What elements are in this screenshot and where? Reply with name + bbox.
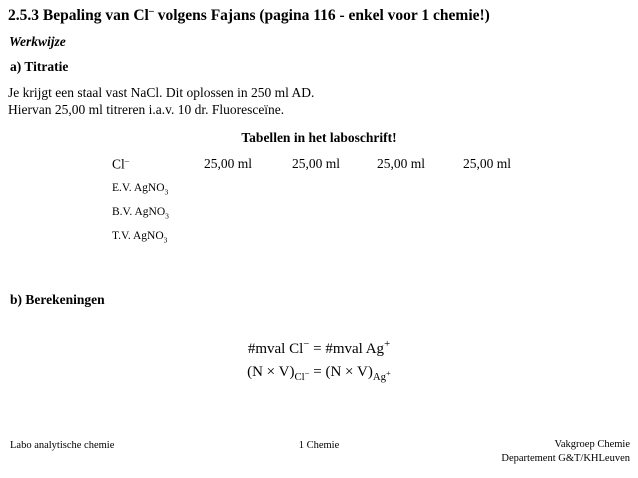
formula-nv-left-subscript-text: Cl [294, 371, 305, 383]
formula-nv-equals: = [309, 364, 326, 380]
werkwijze-heading: Werkwijze [9, 34, 66, 49]
table-row-bv [112, 206, 169, 220]
formula-nv-left-subscript [294, 368, 310, 383]
table-row-ev-subscript: 3 [164, 187, 169, 197]
page-title [8, 6, 490, 25]
formula-nv-right-subscript-text: Ag [372, 371, 387, 383]
formula-mval-left: #mval Cl [247, 341, 304, 357]
footer-right [501, 438, 630, 466]
volume-cell-3: 25,00 ml [377, 156, 426, 171]
formula-nv-right-subscript [372, 368, 391, 383]
table-row-bv-subscript: 3 [165, 211, 169, 221]
table-row-ev-label: E.V. AgNO [112, 182, 165, 194]
section-a-heading: a) Titratie [10, 59, 69, 74]
table-header-label-text: Cl [112, 156, 125, 172]
page-title-main: 2.5.3 Bepaling van Cl [8, 7, 149, 25]
footer-right-line-2: Departement G&T/KHLeuven [501, 453, 630, 464]
table-note: Tabellen in het laboschrift! [241, 130, 397, 145]
formula-mval-right: #mval Ag [325, 341, 385, 357]
formula-nv [0, 364, 638, 383]
formula-mval-right-superscript: + [384, 338, 391, 350]
table-row-ev [112, 182, 168, 196]
footer-right-line-1: Vakgroep Chemie [554, 439, 630, 450]
formula-nv-right-subscript-charge: + [386, 368, 391, 378]
intro-line-1: Je krijgt een staal vast NaCl. Dit oplossen in 250 ml AD. [8, 85, 315, 100]
footer-center: 1 Chemie [298, 440, 340, 451]
table-row-tv-subscript: 3 [163, 235, 168, 245]
footer-left: Labo analytische chemie [10, 440, 115, 451]
intro-line-2: Hiervan 25,00 ml titreren i.a.v. 10 dr. Fluoresceïne. [8, 102, 285, 117]
table-header-label-superscript: – [124, 155, 130, 165]
page-title-rest: volgens Fajans (pagina 116 - enkel voor 1 chemie!) [153, 7, 490, 25]
table-row-bv-label: B.V. AgNO [112, 206, 166, 218]
formula-mval [0, 338, 638, 358]
volume-cell-1: 25,00 ml [204, 156, 253, 171]
page-title-superscript: – [148, 6, 154, 17]
section-b-heading: b) Berekeningen [10, 292, 105, 307]
table-row-tv [112, 230, 167, 244]
table-header-label [112, 155, 129, 173]
volume-cell-2: 25,00 ml [292, 156, 341, 171]
table-row-tv-label: T.V. AgNO [112, 230, 164, 242]
formula-nv-left-subscript-charge: − [304, 368, 310, 378]
volume-cell-4: 25,00 ml [463, 156, 512, 171]
intro-text [8, 84, 314, 118]
formula-mval-left-superscript: − [303, 338, 310, 350]
formula-nv-left: (N × V) [247, 364, 295, 380]
formula-mval-equals: = [309, 341, 326, 357]
formula-nv-right: (N × V) [325, 364, 373, 380]
